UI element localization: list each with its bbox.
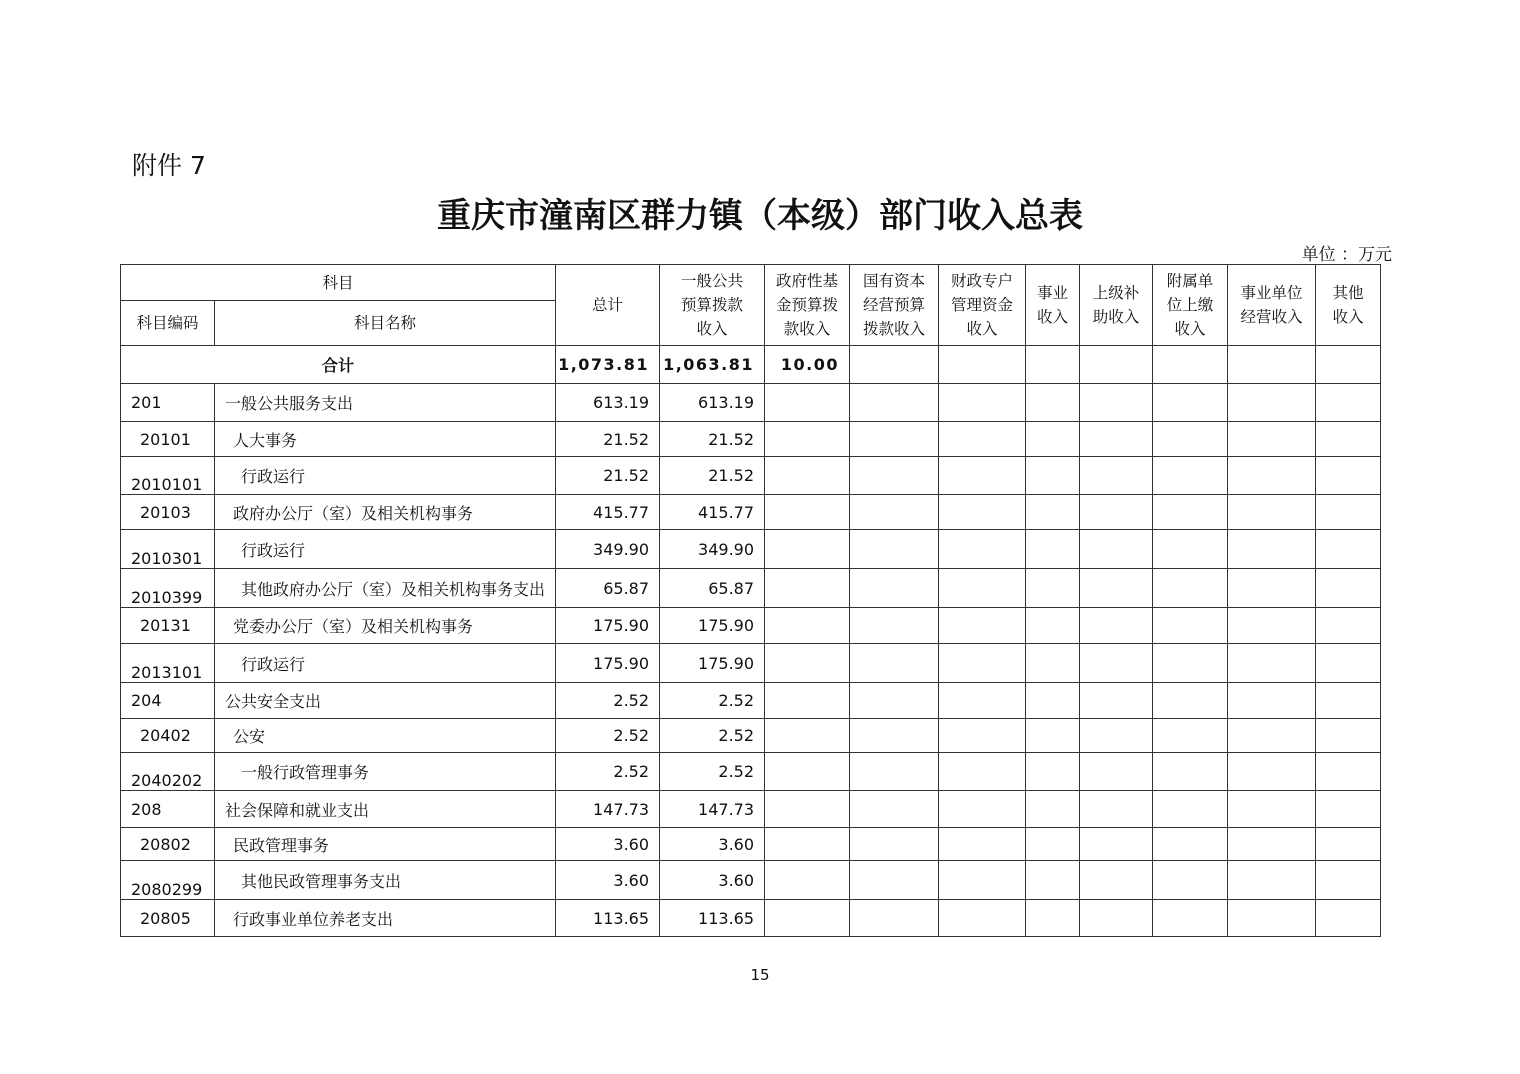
empty-cell	[1026, 683, 1080, 719]
row-name: 公共安全支出	[215, 683, 556, 719]
row-total: 21.52	[556, 457, 660, 495]
row-total: 65.87	[556, 569, 660, 608]
empty-cell	[1316, 828, 1381, 861]
empty-cell	[765, 608, 850, 644]
empty-cell	[939, 753, 1026, 791]
row-general-budget: 2.52	[660, 719, 765, 753]
empty-cell	[939, 457, 1026, 495]
header-general-budget: 一般公共预算拨款收入	[660, 265, 765, 346]
row-code: 2013101	[121, 644, 215, 683]
row-general-budget: 113.65	[660, 900, 765, 937]
empty-cell	[850, 457, 939, 495]
empty-cell	[765, 719, 850, 753]
empty-cell	[1080, 683, 1153, 719]
empty-cell	[1153, 569, 1228, 608]
empty-cell	[850, 753, 939, 791]
empty-cell	[1080, 457, 1153, 495]
row-name: 行政运行	[215, 530, 556, 569]
header-operating-income: 事业单位经营收入	[1228, 265, 1316, 346]
empty-cell	[939, 683, 1026, 719]
empty-cell	[1080, 608, 1153, 644]
empty-cell	[1316, 495, 1381, 530]
empty-cell	[1026, 530, 1080, 569]
row-general-budget: 3.60	[660, 861, 765, 900]
empty-cell	[1153, 719, 1228, 753]
empty-cell	[939, 495, 1026, 530]
empty-cell	[1228, 719, 1316, 753]
empty-cell	[1026, 828, 1080, 861]
empty-cell	[850, 569, 939, 608]
empty-cell	[765, 861, 850, 900]
empty-cell	[850, 791, 939, 828]
empty-cell	[765, 683, 850, 719]
row-general-budget: 415.77	[660, 495, 765, 530]
row-total: 2.52	[556, 753, 660, 791]
empty-cell	[1026, 791, 1080, 828]
row-general-budget: 175.90	[660, 644, 765, 683]
row-name: 行政运行	[215, 457, 556, 495]
empty-cell	[1316, 384, 1381, 422]
table-row	[121, 644, 1381, 683]
row-code: 2040202	[121, 753, 215, 791]
empty-cell	[939, 828, 1026, 861]
row-code: 20805	[121, 900, 215, 937]
empty-cell	[1228, 530, 1316, 569]
row-general-budget: 3.60	[660, 828, 765, 861]
empty-cell	[1316, 644, 1381, 683]
table-row	[121, 861, 1381, 900]
attachment-label: 附件 7	[132, 151, 206, 180]
header-special-fund: 财政专户管理资金收入	[939, 265, 1026, 346]
empty-cell	[1080, 791, 1153, 828]
empty-cell	[1153, 791, 1228, 828]
empty-cell	[850, 900, 939, 937]
total-row	[121, 346, 1381, 384]
empty-cell	[1228, 791, 1316, 828]
header-name: 科目名称	[215, 301, 556, 346]
empty-cell	[1153, 644, 1228, 683]
empty-cell	[1228, 457, 1316, 495]
header-row-1	[121, 265, 1381, 301]
row-general-budget: 175.90	[660, 608, 765, 644]
empty-cell	[1316, 457, 1381, 495]
empty-cell	[1026, 719, 1080, 753]
row-name: 政府办公厅（室）及相关机构事务	[215, 495, 556, 530]
empty-cell	[1316, 719, 1381, 753]
total-gov-fund: 10.00	[765, 346, 850, 384]
empty-cell	[1316, 569, 1381, 608]
empty-cell	[1316, 900, 1381, 937]
empty-cell	[1153, 861, 1228, 900]
empty-cell	[1316, 530, 1381, 569]
page-number: 15	[750, 966, 770, 984]
empty-cell	[939, 900, 1026, 937]
header-subject: 科目	[121, 265, 556, 301]
table-row	[121, 719, 1381, 753]
total-amount: 1,073.81	[556, 346, 660, 384]
row-name: 其他民政管理事务支出	[215, 861, 556, 900]
table-row	[121, 384, 1381, 422]
empty-cell	[850, 384, 939, 422]
total-label: 合计	[121, 346, 556, 384]
empty-cell	[1080, 644, 1153, 683]
empty-cell	[1153, 900, 1228, 937]
table-row	[121, 569, 1381, 608]
empty-cell	[1026, 608, 1080, 644]
row-total: 415.77	[556, 495, 660, 530]
empty-cell	[1080, 530, 1153, 569]
document-title: 重庆市潼南区群力镇（本级）部门收入总表	[437, 196, 1083, 236]
empty-cell	[850, 608, 939, 644]
empty-cell	[1153, 457, 1228, 495]
row-name: 人大事务	[215, 422, 556, 457]
row-name: 行政运行	[215, 644, 556, 683]
empty-cell	[765, 422, 850, 457]
empty-cell	[939, 530, 1026, 569]
empty-cell	[1080, 422, 1153, 457]
header-gov-fund: 政府性基金预算拨款收入	[765, 265, 850, 346]
row-general-budget: 147.73	[660, 791, 765, 828]
empty-cell	[850, 644, 939, 683]
empty-cell	[939, 422, 1026, 457]
empty-cell	[1228, 644, 1316, 683]
empty-cell	[1228, 422, 1316, 457]
empty-cell	[765, 753, 850, 791]
table-row	[121, 422, 1381, 457]
row-name: 民政管理事务	[215, 828, 556, 861]
empty-cell	[1080, 753, 1153, 791]
unit-label: 单位 ：万元	[1301, 245, 1392, 265]
table-row	[121, 828, 1381, 861]
empty-cell	[1228, 569, 1316, 608]
empty-cell	[1026, 753, 1080, 791]
empty-cell	[765, 495, 850, 530]
empty-cell	[765, 569, 850, 608]
header-superior-subsidy: 上级补助收入	[1080, 265, 1153, 346]
empty-cell	[1080, 569, 1153, 608]
empty-cell	[850, 683, 939, 719]
empty-cell	[939, 791, 1026, 828]
empty-cell	[1080, 900, 1153, 937]
empty-cell	[765, 530, 850, 569]
empty-cell	[1228, 384, 1316, 422]
row-code: 201	[121, 384, 215, 422]
empty-cell	[1080, 495, 1153, 530]
empty-cell	[1153, 683, 1228, 719]
table-row	[121, 608, 1381, 644]
empty-cell	[1228, 608, 1316, 644]
header-other-income: 其他收入	[1316, 265, 1381, 346]
table-row	[121, 530, 1381, 569]
empty-cell	[939, 861, 1026, 900]
row-total: 175.90	[556, 608, 660, 644]
row-code: 2010101	[121, 457, 215, 495]
row-total: 2.52	[556, 683, 660, 719]
empty-cell	[1026, 644, 1080, 683]
table-row	[121, 791, 1381, 828]
row-general-budget: 349.90	[660, 530, 765, 569]
row-code: 2080299	[121, 861, 215, 900]
empty-cell	[1026, 384, 1080, 422]
header-total: 总计	[556, 265, 660, 346]
empty-cell	[1080, 719, 1153, 753]
row-code: 20103	[121, 495, 215, 530]
row-name: 一般行政管理事务	[215, 753, 556, 791]
row-name: 党委办公厅（室）及相关机构事务	[215, 608, 556, 644]
empty-cell	[1153, 384, 1228, 422]
empty-cell	[850, 719, 939, 753]
header-career-income: 事业收入	[1026, 265, 1080, 346]
empty-cell	[765, 828, 850, 861]
empty-cell	[1228, 683, 1316, 719]
header-code: 科目编码	[121, 301, 215, 346]
empty-cell	[1316, 422, 1381, 457]
row-total: 3.60	[556, 828, 660, 861]
row-general-budget: 21.52	[660, 422, 765, 457]
empty-cell	[1153, 495, 1228, 530]
empty-cell	[1316, 608, 1381, 644]
row-code: 20802	[121, 828, 215, 861]
row-name: 行政事业单位养老支出	[215, 900, 556, 937]
empty-cell	[765, 900, 850, 937]
row-name: 其他政府办公厅（室）及相关机构事务支出	[215, 569, 556, 608]
empty-cell	[1026, 457, 1080, 495]
row-total: 3.60	[556, 861, 660, 900]
table-row	[121, 683, 1381, 719]
empty-cell	[850, 828, 939, 861]
empty-cell	[1228, 828, 1316, 861]
row-code: 204	[121, 683, 215, 719]
empty-cell	[939, 644, 1026, 683]
empty-cell	[939, 569, 1026, 608]
row-name: 公安	[215, 719, 556, 753]
empty-cell	[765, 644, 850, 683]
row-name: 一般公共服务支出	[215, 384, 556, 422]
row-total: 349.90	[556, 530, 660, 569]
row-total: 21.52	[556, 422, 660, 457]
empty-cell	[1228, 753, 1316, 791]
income-table	[120, 264, 1381, 937]
row-code: 20402	[121, 719, 215, 753]
empty-cell	[765, 791, 850, 828]
empty-cell	[1228, 900, 1316, 937]
empty-cell	[1026, 495, 1080, 530]
table-row	[121, 457, 1381, 495]
empty-cell	[1153, 753, 1228, 791]
empty-cell	[939, 384, 1026, 422]
empty-cell	[1228, 861, 1316, 900]
empty-cell	[939, 608, 1026, 644]
empty-cell	[1080, 861, 1153, 900]
row-name: 社会保障和就业支出	[215, 791, 556, 828]
row-general-budget: 21.52	[660, 457, 765, 495]
table-row	[121, 495, 1381, 530]
empty-cell	[1153, 422, 1228, 457]
row-total: 613.19	[556, 384, 660, 422]
row-total: 147.73	[556, 791, 660, 828]
empty-cell	[1316, 791, 1381, 828]
empty-cell	[850, 422, 939, 457]
empty-cell	[850, 495, 939, 530]
row-general-budget: 65.87	[660, 569, 765, 608]
empty-cell	[1080, 384, 1153, 422]
empty-cell	[850, 530, 939, 569]
row-general-budget: 2.52	[660, 753, 765, 791]
empty-cell	[1153, 608, 1228, 644]
row-code: 2010301	[121, 530, 215, 569]
empty-cell	[850, 861, 939, 900]
header-state-capital: 国有资本经营预算拨款收入	[850, 265, 939, 346]
row-code: 2010399	[121, 569, 215, 608]
empty-cell	[1026, 422, 1080, 457]
row-code: 20101	[121, 422, 215, 457]
row-general-budget: 613.19	[660, 384, 765, 422]
empty-cell	[1153, 828, 1228, 861]
row-general-budget: 2.52	[660, 683, 765, 719]
row-total: 113.65	[556, 900, 660, 937]
empty-cell	[1316, 861, 1381, 900]
empty-cell	[1080, 828, 1153, 861]
row-total: 175.90	[556, 644, 660, 683]
empty-cell	[1153, 530, 1228, 569]
empty-cell	[765, 384, 850, 422]
empty-cell	[765, 457, 850, 495]
row-code: 208	[121, 791, 215, 828]
table-row	[121, 753, 1381, 791]
row-total: 2.52	[556, 719, 660, 753]
empty-cell	[1316, 753, 1381, 791]
empty-cell	[939, 719, 1026, 753]
row-code: 20131	[121, 608, 215, 644]
empty-cell	[1228, 495, 1316, 530]
table-row	[121, 900, 1381, 937]
total-general-budget: 1,063.81	[660, 346, 765, 384]
empty-cell	[1026, 569, 1080, 608]
empty-cell	[1316, 683, 1381, 719]
empty-cell	[1026, 900, 1080, 937]
empty-cell	[1026, 861, 1080, 900]
header-affiliated-income: 附属单位上缴收入	[1153, 265, 1228, 346]
